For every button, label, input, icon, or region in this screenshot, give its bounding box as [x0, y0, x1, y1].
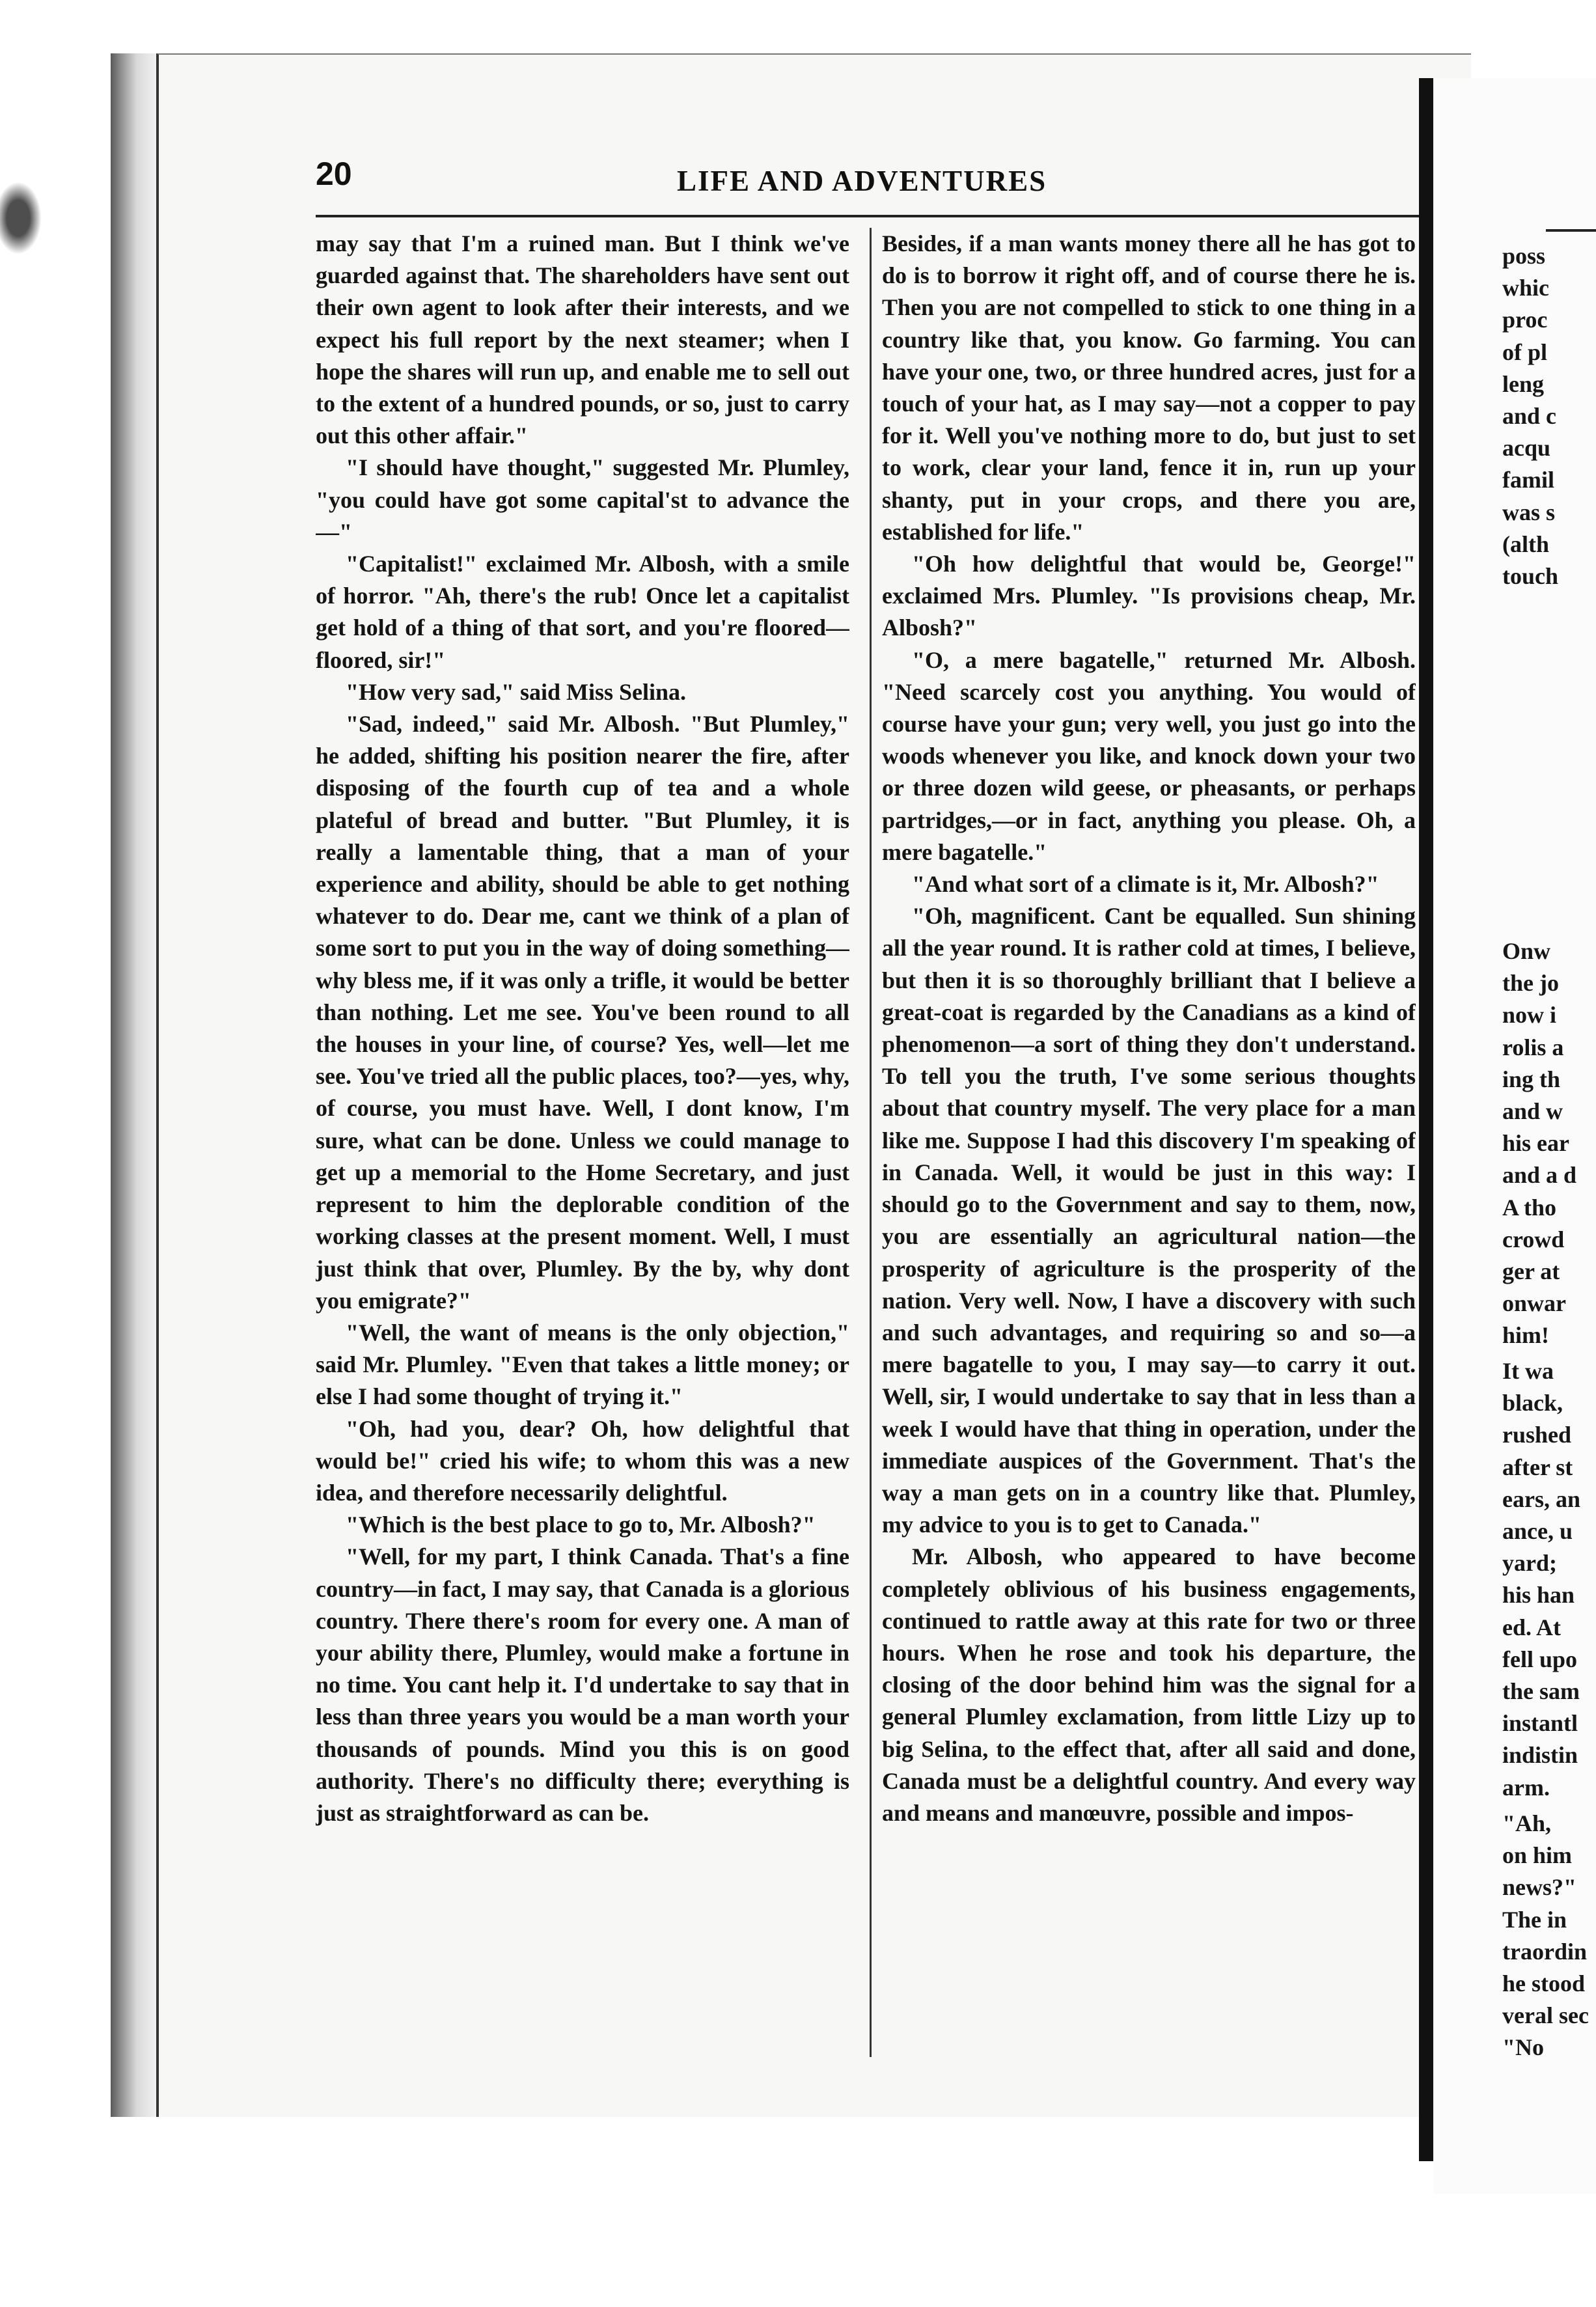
- paragraph: Mr. Albosh, who appeared to have become completely oblivious of his business engagements, continued to rattle away at this rate for two or three hours. When he rose and took his departure, the closing of the door behind him was the signal for a general Plumley exclamation, from little Lizy up to big Selina, to the effect that, after all said and done, Canada must be a delightful country. And every way and means and manœuvre, possible and impos-: [882, 1543, 1416, 1826]
- adjacent-page-line: indistin: [1502, 1742, 1578, 1769]
- adjacent-page-line: his ear: [1502, 1130, 1569, 1157]
- paragraph: "Capitalist!" exclaimed Mr. Albosh, with a smile of horror. "Ah, there's the rub! Once let a capitalist get hold of a thing of that sort, and you're floored—floored, sir!": [316, 551, 849, 673]
- adjacent-page-line: poss: [1502, 243, 1546, 269]
- adjacent-page-rule: [1546, 229, 1596, 232]
- adjacent-page-line: was s: [1502, 499, 1556, 525]
- paragraph: "Oh how delightful that would be, George!" exclaimed Mrs. Plumley. "Is provisions cheap, Mr. Albosh?": [882, 551, 1416, 641]
- adjacent-page-line: the sam: [1502, 1678, 1580, 1704]
- adjacent-page-line: "Ah,: [1502, 1810, 1552, 1836]
- adjacent-page-line: ance, u: [1502, 1518, 1573, 1544]
- adjacent-page-line: touch: [1502, 563, 1559, 589]
- paragraph: "I should have thought," suggested Mr. Plumley, "you could have got some capital'st to advance the—": [316, 454, 849, 545]
- adjacent-page-line: and w: [1502, 1098, 1563, 1124]
- adjacent-page-line: A tho: [1502, 1194, 1557, 1221]
- adjacent-page-line: black,: [1502, 1390, 1563, 1416]
- adjacent-page-line: ger at: [1502, 1258, 1560, 1284]
- adjacent-page-line: ed. At: [1502, 1614, 1561, 1640]
- adjacent-page-line: It wa: [1502, 1358, 1554, 1384]
- adjacent-page-line: arm.: [1502, 1774, 1550, 1801]
- adjacent-page-line: onwar: [1502, 1290, 1566, 1317]
- adjacent-page-line: the jo: [1502, 970, 1559, 997]
- page-number: 20: [316, 156, 352, 192]
- adjacent-page-line: whic: [1502, 275, 1549, 301]
- paragraph: "Sad, indeed," said Mr. Albosh. "But Plumley," he added, shifting his position nearer the fire, after disposing of the fourth cup of tea and a whole plateful of bread and butter. "But Plumley, it is really a lamentable thing, that a man of your experience and ability, should be able to get nothing whatever to do. Dear me, cant we think of a plan of some sort to put you in the way of doing something—why bless me, if it was only a trifle, it would be better than nothing. Let me see. You've been round to all the houses in your line, of course? Yes, well—let me see. You've tried all the public places, too?—yes, why, of course, you must have. Well, I dont know, I'm sure, what can be done. Unless we could manage to get up a memorial to the Home Secretary, and just represent to him the deplorable condition of the working classes at the present moment. Well, I must just think that over, Plumley. By the by, why dont you emigrate?": [316, 711, 849, 1314]
- adjacent-page-line: famil: [1502, 467, 1554, 493]
- paragraph: "Oh, magnificent. Cant be equalled. Sun shining all the year round. It is rather cold at times, I believe, but then it is so thoroughly brilliant that I believe a great-coat is regarded by the Canadians as a kind of phenomenon—a sort of thing they don't understand. To tell you the truth, I've some serious thoughts about that country myself. The very place for a man like me. Suppose I had this discovery I'm speaking of in Canada. Well, it would be just in this way: I should go to the Government and say to them, now, you are essentially an agricultural nation—the prosperity of agriculture is the prosperity of the nation. Very well. Now, I have a discovery with such and such advantages, and requiring so and so—a mere bagatelle to you, I may say—to carry it out. Well, sir, I would undertake to say that in less than a week I would have that thing in operation, under the immediate auspices of the Government. That's the way a man gets on in a country like that. Plumley, my advice to you is to get to Canada.": [882, 903, 1416, 1538]
- adjacent-page-line: now i: [1502, 1002, 1557, 1029]
- column-divider: [870, 228, 872, 2057]
- paragraph: "How very sad," said Miss Selina.: [346, 678, 687, 705]
- adjacent-page-line: and c: [1502, 403, 1557, 429]
- adjacent-page-line: ears, an: [1502, 1485, 1580, 1512]
- right-text-column: [882, 228, 1416, 2057]
- header-rule: [316, 215, 1435, 217]
- paragraph: "Well, for my part, I think Canada. That's a fine country—in fact, I may say, that Canada is a glorious country. There there's room for every one. A man of your ability there, Plumley, would make a fortune in no time. You cant help it. I'd undertake to say that in less than three years you would be a man worth your thousands of pounds. Mind you this is on good authority. There's no difficulty there; everything is just as straightforward as can be.: [316, 1543, 849, 1826]
- adjacent-page-line: him!: [1502, 1322, 1549, 1349]
- adjacent-page-line: veral sec: [1502, 2002, 1589, 2029]
- adjacent-page-line: rolis a: [1502, 1034, 1564, 1060]
- adjacent-page-line: instantl: [1502, 1710, 1578, 1737]
- left-text-column: [316, 228, 849, 2057]
- adjacent-page-line: he stood: [1502, 1970, 1586, 1996]
- adjacent-page-line: acqu: [1502, 435, 1551, 462]
- paragraph: Besides, if a man wants money there all he has got to do is to borrow it right off, and of course there he is. Then you are not compelled to stick to one thing in a country like that, you know. Go farming. You can have your one, two, or three hundred acres, just for a touch of your hat, as I may say—not a copper to pay for it. Well you've nothing more to do, but just to set to work, clear your land, fence it in, run up your shanty, put in your crops, and there you are, established for life.": [882, 230, 1416, 545]
- adjacent-page-line: The in: [1502, 1906, 1567, 1933]
- running-title: LIFE AND ADVENTURES: [677, 165, 1047, 197]
- adjacent-page-line: of pl: [1502, 338, 1548, 365]
- adjacent-page-line: leng: [1502, 370, 1545, 397]
- adjacent-page-line: traordin: [1502, 1938, 1587, 1965]
- adjacent-page-line: news?": [1502, 1874, 1576, 1901]
- book-gutter: [111, 53, 156, 2117]
- paragraph: "Well, the want of means is the only objection," said Mr. Plumley. "Even that takes a little money; or else I had some thought of trying it.": [316, 1319, 849, 1410]
- adjacent-page-line: (alth: [1502, 531, 1549, 557]
- paragraph: "And what sort of a climate is it, Mr. Albosh?": [912, 871, 1379, 898]
- adjacent-page-line: rushed: [1502, 1422, 1572, 1448]
- paragraph: may say that I'm a ruined man. But I think we've guarded against that. The shareholders have sent out their own agent to look after their interests, and we expect his full report by the next steamer; when I hope the shares will run up, and enable me to sell out to the extent of a hundred pounds, or so, just to carry out this other affair.": [316, 230, 849, 449]
- scan-blemish: [0, 176, 46, 260]
- adjacent-page-line: his han: [1502, 1582, 1575, 1609]
- adjacent-page-line: crowd: [1502, 1226, 1565, 1252]
- paragraph: "Which is the best place to go to, Mr. Albosh?": [346, 1512, 816, 1538]
- adjacent-page-line: and a d: [1502, 1162, 1577, 1189]
- adjacent-page-line: yard;: [1502, 1550, 1557, 1577]
- adjacent-page-line: Onw: [1502, 938, 1551, 964]
- adjacent-page-line: on him: [1502, 1842, 1573, 1869]
- paragraph: "O, a mere bagatelle," returned Mr. Albosh. "Need scarcely cost you anything. You would of course have your gun; very well, you just go into the woods whenever you like, and knock down your two or three dozen wild geese, or pheasants, or perhaps partridges,—or in fact, anything you please. Oh, a mere bagatelle.": [882, 646, 1416, 865]
- adjacent-page-line: ing th: [1502, 1066, 1561, 1092]
- adjacent-page-line: fell upo: [1502, 1646, 1578, 1672]
- page-edge-shadow: [1419, 78, 1433, 2161]
- adjacent-page-line: proc: [1502, 307, 1548, 333]
- paragraph: "Oh, had you, dear? Oh, how delightful that would be!" cried his wife; to whom this was a new idea, and therefore necessarily delightful.: [316, 1415, 849, 1506]
- adjacent-page-line: after st: [1502, 1454, 1573, 1480]
- adjacent-page-line: "No: [1502, 2034, 1544, 2061]
